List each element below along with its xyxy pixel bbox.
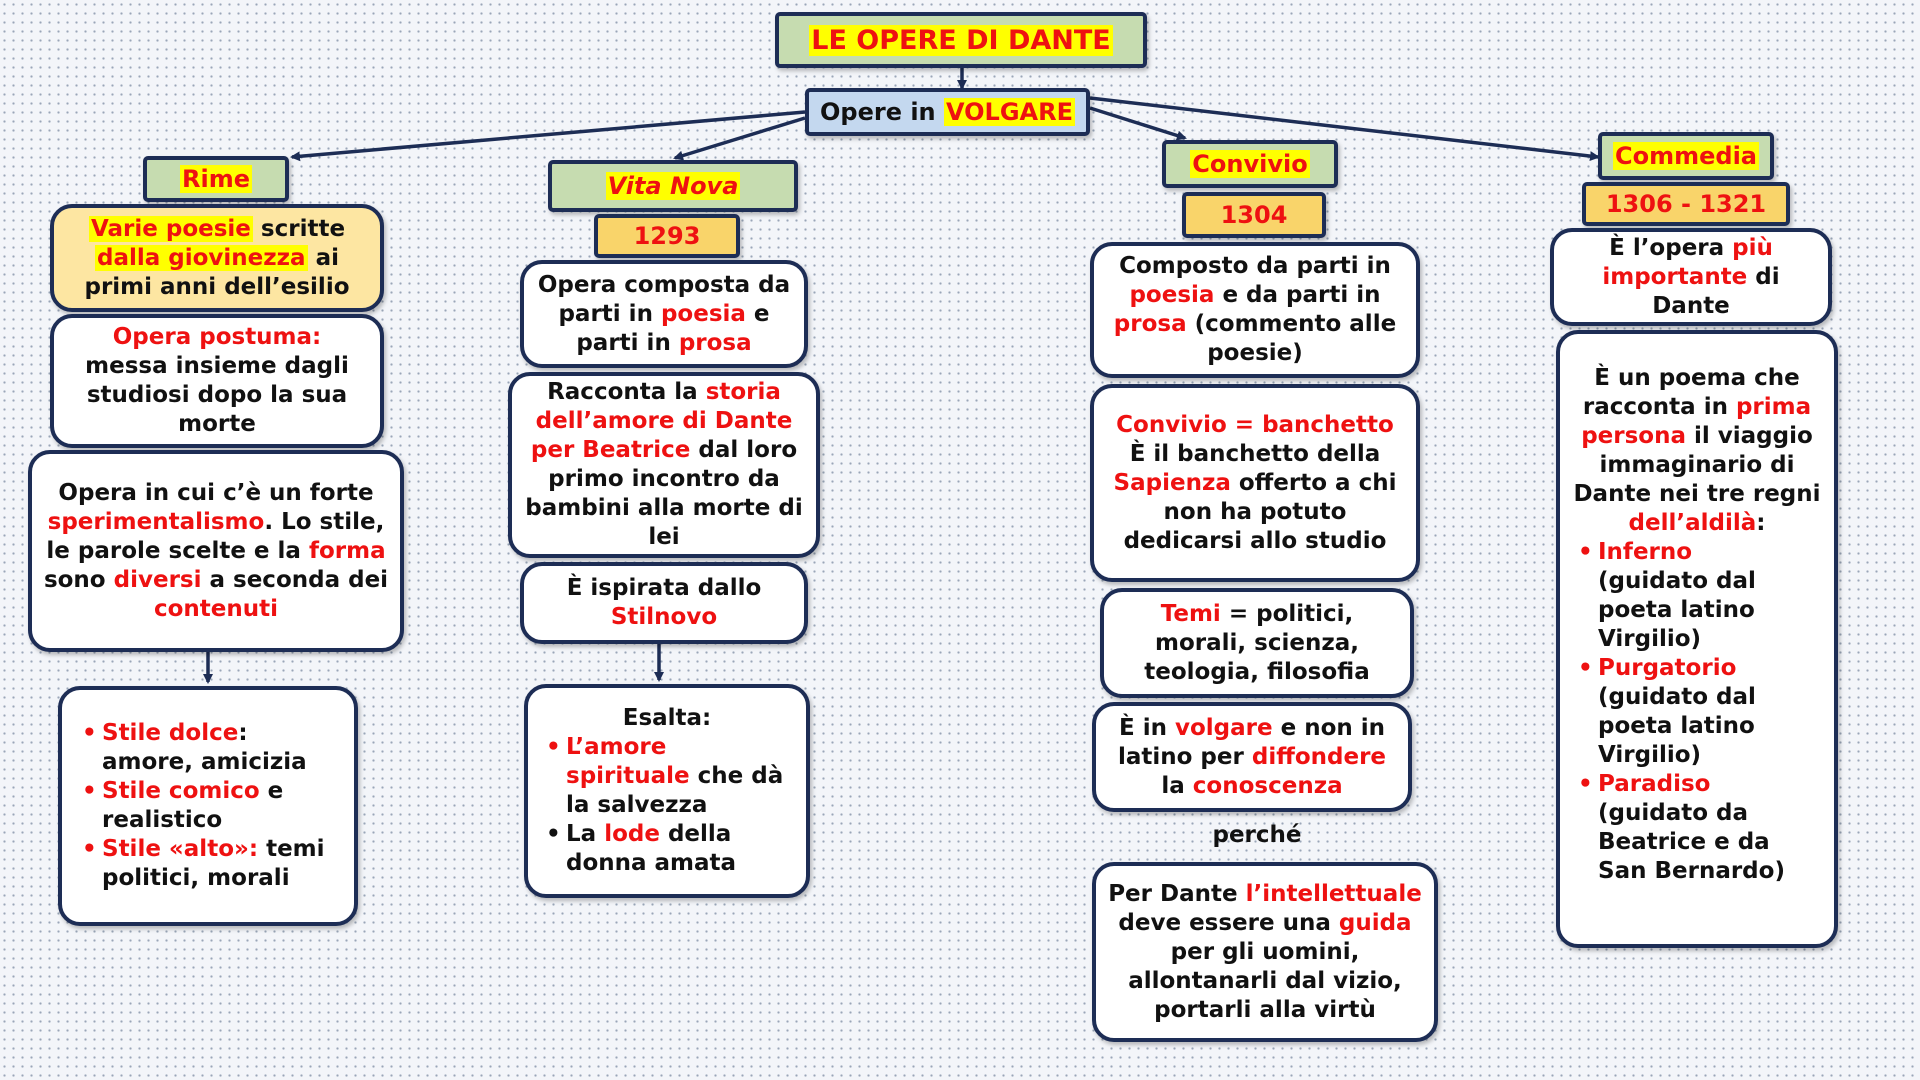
convivio-box-volgare: È in volgare e non in latino per diffondere la conoscenza — [1092, 702, 1412, 812]
arrow-to-rime — [292, 112, 805, 157]
convivio-label: Convivio — [1162, 140, 1338, 188]
connector-label-perche: perché — [1212, 822, 1302, 848]
rime-box-stili — [58, 686, 358, 926]
vita-nova-year: 1293 — [594, 214, 740, 258]
list-item: • Stile comico e realistico — [80, 777, 344, 835]
vita-nova-box-composta: Opera composta da parti in poesia e parti in prosa — [520, 260, 808, 368]
list-item: • Inferno (guidato dal poeta latino Virgilio) — [1576, 538, 1824, 654]
list-item: • Purgatorio (guidato dal poeta latino Virgilio) — [1576, 654, 1824, 770]
commedia-year: 1306 - 1321 — [1582, 182, 1790, 226]
rime-box-postuma: Opera postuma: messa insieme dagli studiosi dopo la sua morte — [50, 314, 384, 448]
list-item: • L’amore spirituale che dà la salvezza — [544, 733, 790, 820]
rime-box-sperimentalismo: Opera in cui c’è un forte sperimentalismo. Lo stile, le parole scelte e la forma sono diversi a seconda dei contenuti — [28, 450, 404, 652]
list-item: • Paradiso (guidato da Beatrice e da San Bernardo) — [1576, 770, 1824, 886]
arrow-to-vita-nova — [675, 118, 805, 158]
convivio-box-composto: Composto da parti in poesia e da parti in prosa (commento alle poesie) — [1090, 242, 1420, 378]
list-item: • La lode della donna amata — [544, 820, 790, 878]
stili-list — [80, 719, 344, 893]
page-title: LE OPERE DI DANTE — [775, 12, 1147, 68]
vita-nova-label: Vita Nova — [548, 160, 798, 212]
convivio-box-temi: Temi = politici, morali, scienza, teologia, filosofia — [1100, 588, 1414, 698]
list-item: • Stile dolce: amore, amicizia — [80, 719, 344, 777]
vita-nova-box-storia: Racconta la storia dell’amore di Dante per Beatrice dal loro primo incontro da bambini alla morte di lei — [508, 372, 820, 558]
volgare-node: Opere in VOLGARE — [805, 88, 1090, 136]
commedia-label: Commedia — [1598, 132, 1774, 180]
vita-nova-box-stilnovo: È ispirata dallo Stilnovo — [520, 562, 808, 644]
rime-label: Rime — [143, 156, 289, 202]
arrow-to-convivio — [1090, 108, 1185, 138]
convivio-year: 1304 — [1182, 192, 1326, 238]
vita-nova-box-esalta: Esalta: • L’amore spirituale che dà la salvezza • La lode della donna amata — [524, 684, 810, 898]
convivio-box-banchetto: Convivio = banchetto È il banchetto della Sapienza offerto a chi non ha potuto dedicarsi allo studio — [1090, 384, 1420, 582]
list-item: • Stile «alto»: temi politici, morali — [80, 835, 344, 893]
commedia-box-poema: È un poema che racconta in prima persona il viaggio immaginario di Dante nei tre regni dell’aldilà: • Inferno (guidato dal poeta latino Virgilio) • Purgatorio (guidato dal poeta latino Virgilio) • Paradiso (guidato da Beatrice e da San Bernardo) — [1556, 330, 1838, 948]
convivio-box-intellettuale: Per Dante l’intellettuale deve essere una guida per gli uomini, allontanarli dal vizio, portarli alla virtù — [1092, 862, 1438, 1042]
commedia-box-importante: È l’opera più importante di Dante — [1550, 228, 1832, 326]
rime-box-poesie: Varie poesie scritte dalla giovinezza ai primi anni dell’esilio — [50, 204, 384, 312]
